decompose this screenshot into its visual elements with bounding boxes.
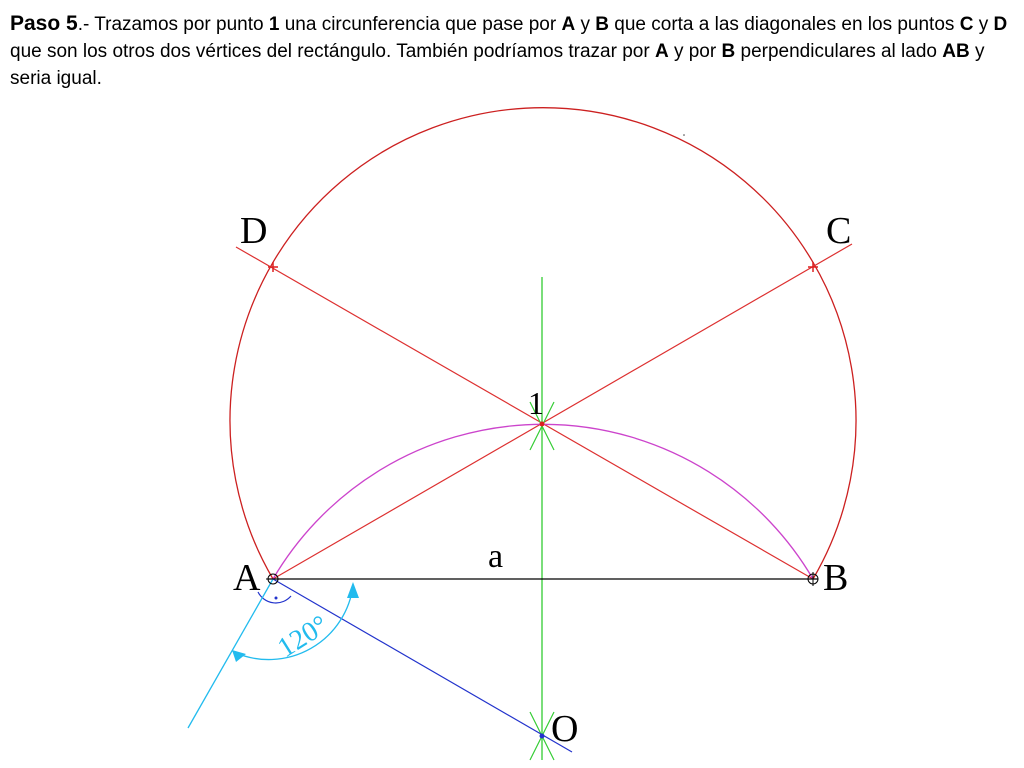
- text-seg: que corta a las diagonales en los puntos: [609, 14, 960, 35]
- label-A: A: [233, 557, 261, 599]
- diagonal-AC: [273, 244, 852, 579]
- right-angle-dot: [275, 597, 278, 600]
- text-seg: y: [973, 14, 994, 35]
- point-ref: B: [595, 14, 609, 35]
- diagonal-BD: [236, 247, 813, 579]
- label-O: O: [551, 708, 579, 750]
- text-seg: y: [575, 14, 596, 35]
- angle-arrow-right: [347, 582, 359, 598]
- point-ref: D: [993, 14, 1008, 35]
- point-O-marker: [540, 734, 545, 739]
- dot-mark: [683, 134, 685, 136]
- point-ref: B: [721, 41, 736, 62]
- text-seg: perpendiculares al lado: [735, 41, 943, 62]
- circumference: [230, 108, 856, 579]
- point-ref: A: [654, 41, 669, 62]
- angle-ray: [188, 579, 273, 728]
- text-seg: y por: [668, 41, 722, 62]
- label-point-1: 1: [528, 385, 544, 421]
- point-1-marker: [540, 422, 545, 427]
- label-B: B: [823, 557, 849, 599]
- step-title: Paso 5: [10, 12, 78, 35]
- label-side-a: a: [488, 538, 504, 575]
- point-ref: C: [959, 14, 974, 35]
- point-ref: A: [561, 14, 576, 35]
- point-ref: 1: [268, 14, 280, 35]
- point-C-marker: [808, 262, 818, 272]
- line-AO: [273, 579, 572, 752]
- capable-arc: [273, 424, 813, 579]
- text-seg: una circunferencia que pase por: [279, 14, 562, 35]
- text-seg: que son los otros dos vértices del rectángulo. También podríamos trazar por: [10, 41, 655, 62]
- text-seg: .- Trazamos por punto: [77, 14, 269, 35]
- label-C: C: [826, 210, 852, 252]
- text-seg: y seria igual.: [10, 41, 985, 89]
- label-D: D: [240, 210, 268, 252]
- label-angle-120: 120°: [272, 609, 334, 664]
- side-ref: AB: [942, 41, 970, 62]
